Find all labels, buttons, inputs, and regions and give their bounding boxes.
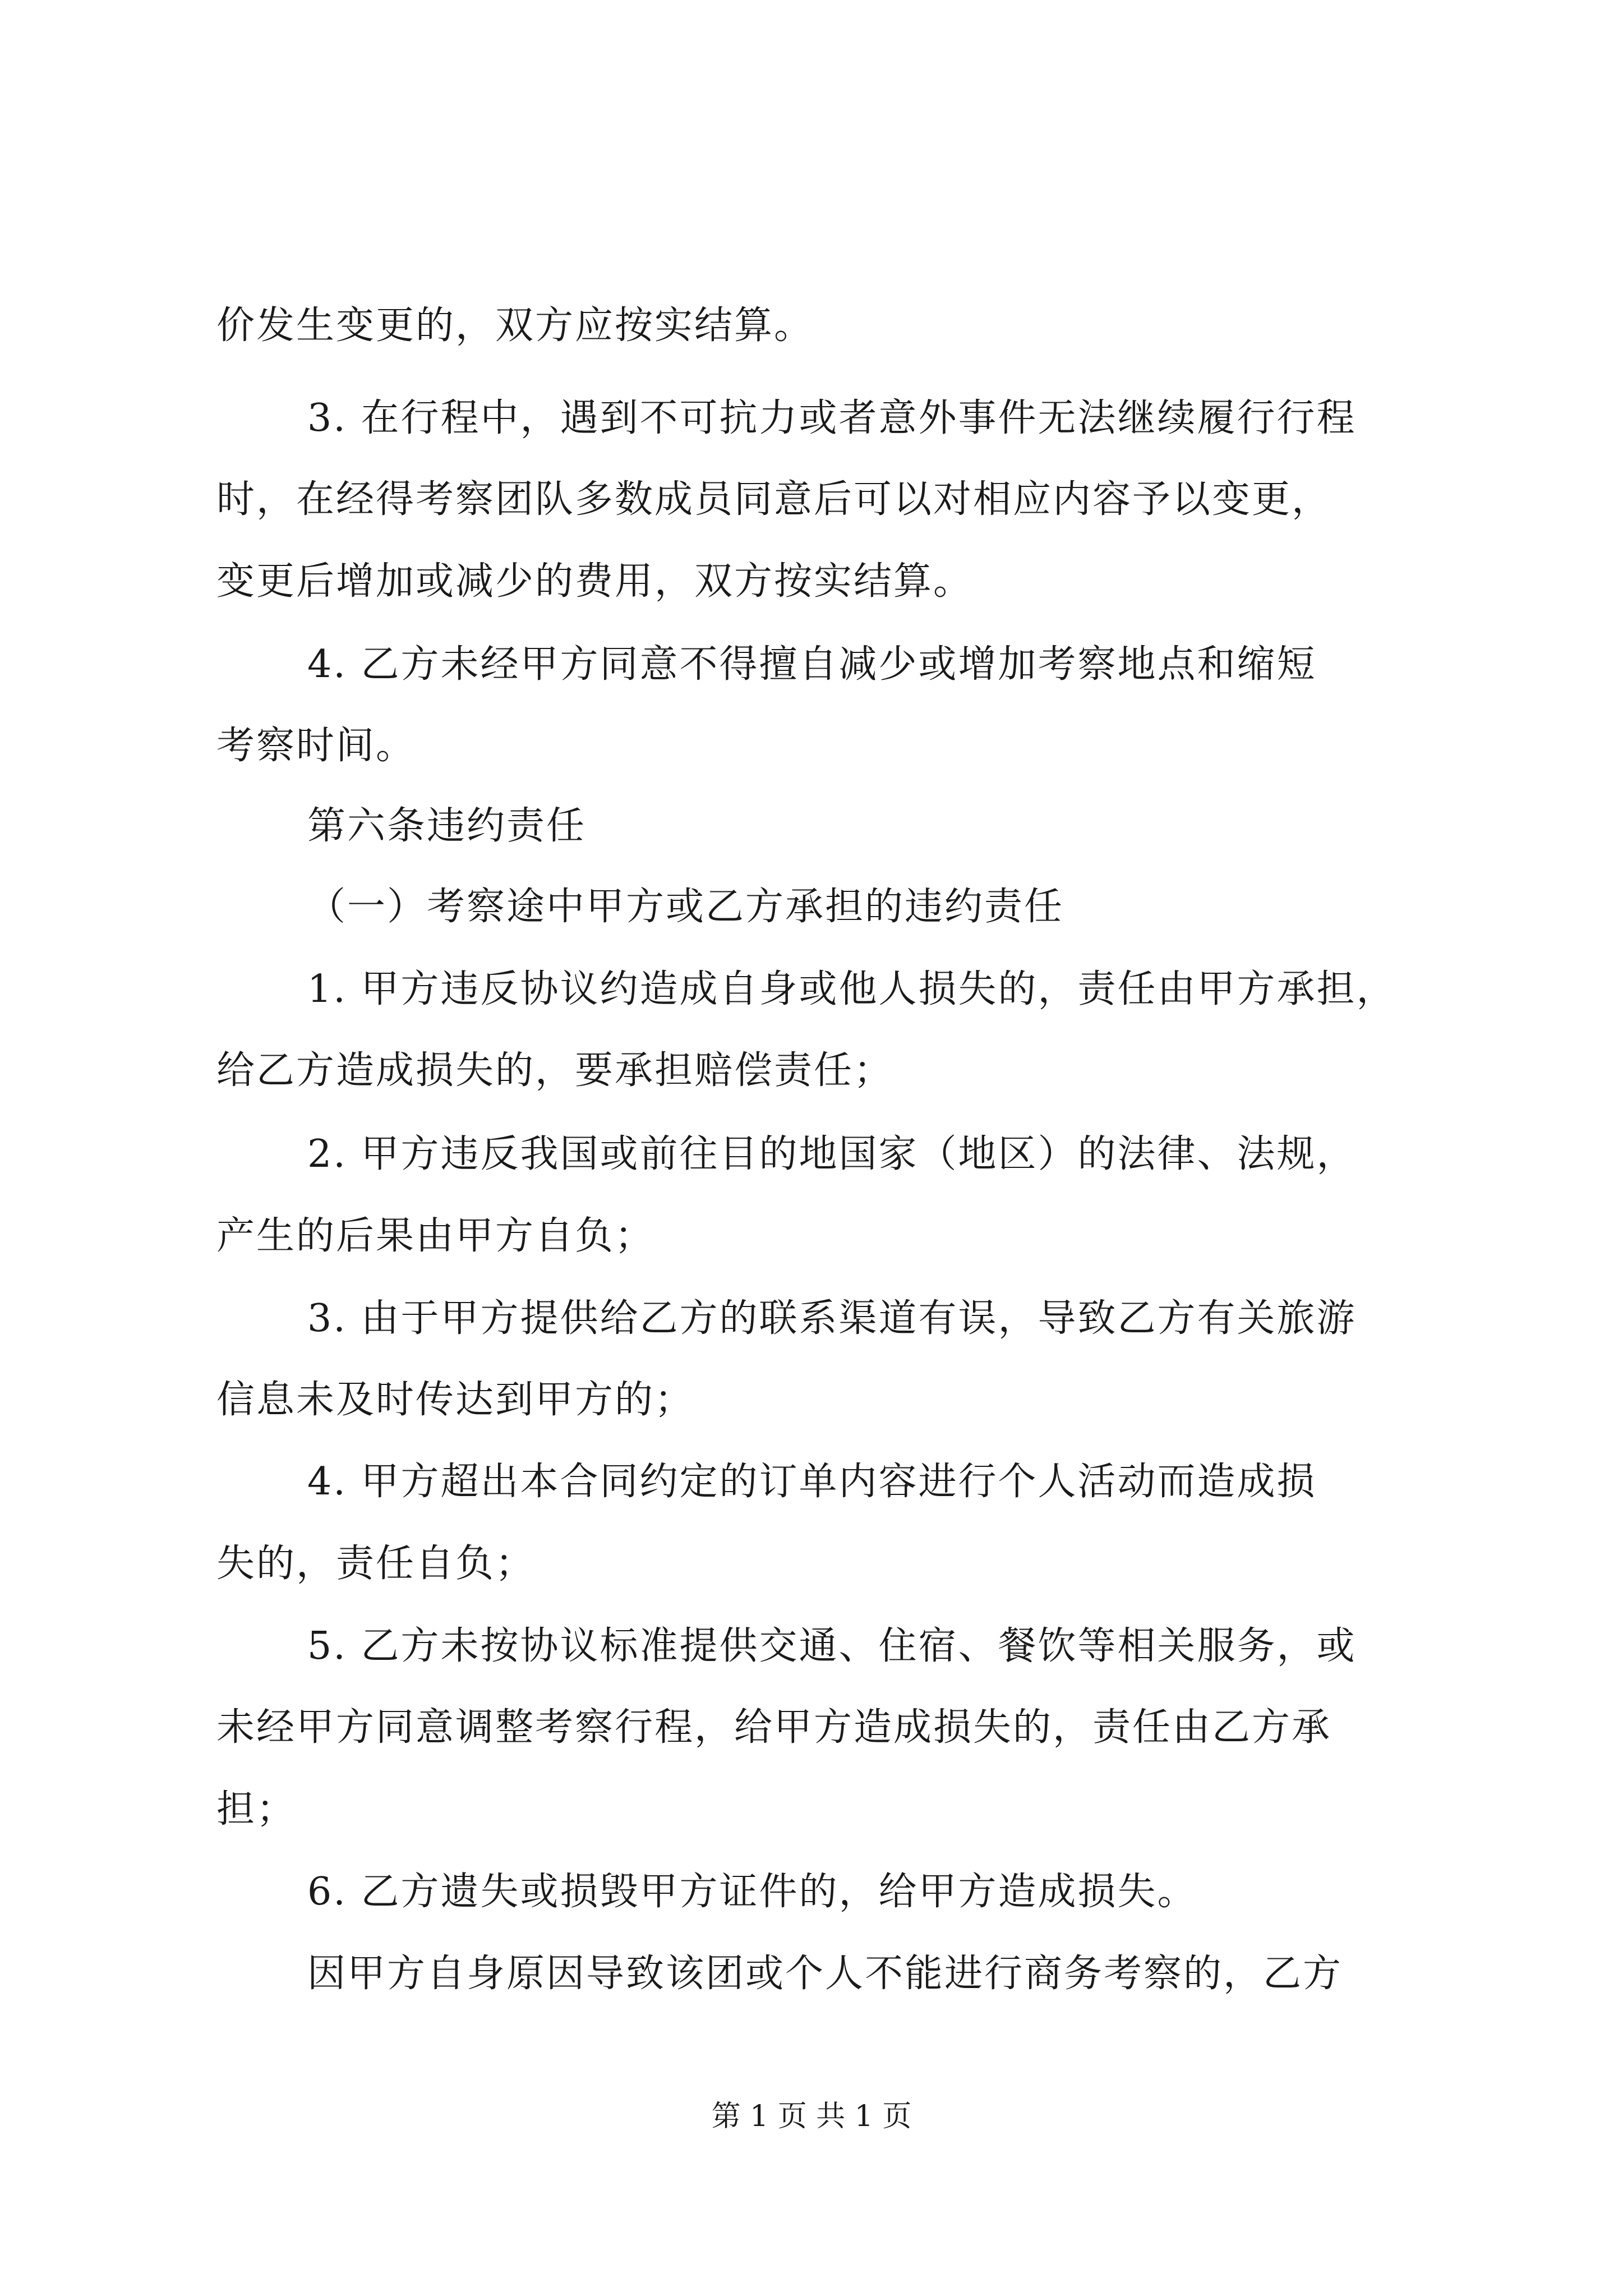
page-footer: 第 1 页 共 1 页 [711,2100,912,2133]
subsection-heading: （一）考察途中甲方或乙方承担的违约责任 [307,885,1064,929]
text-line-20: 6. 乙方遗失或损毁甲方证件的，给甲方造成损失。 [307,1870,1197,1914]
text-line-13: 3. 由于甲方提供给乙方的联系渠道有误，导致乙方有关旅游 [307,1296,1357,1341]
section-heading: 第六条违约责任 [307,804,587,848]
text-line-5: 4. 乙方未经甲方同意不得擅自减少或增加考察地点和缩短 [307,642,1317,687]
text-line-10: 给乙方造成损失的，要承担赔偿责任； [216,1048,894,1093]
text-line-11: 2. 甲方违反我国或前往目的地国家（地区）的法律、法规， [307,1132,1357,1176]
text-line-14: 信息未及时传达到甲方的； [216,1378,695,1422]
text-line-1: 价发生变更的，双方应按实结算。 [216,303,814,348]
text-line-3: 时，在经得考察团队多数成员同意后可以对相应内容予以变更， [216,477,1332,522]
text-line-18: 未经甲方同意调整考察行程，给甲方造成损失的，责任由乙方承 [216,1705,1332,1750]
text-line-17: 5. 乙方未按协议标准提供交通、住宿、餐饮等相关服务，或 [307,1624,1357,1668]
text-line-19: 担； [216,1787,297,1832]
text-line-4: 变更后增加或减少的费用，双方按实结算。 [216,559,974,604]
text-line-16: 失的，责任自负； [216,1542,536,1586]
text-line-15: 4. 甲方超出本合同约定的订单内容进行个人活动而造成损 [307,1460,1317,1504]
text-line-21: 因甲方自身原因导致该团或个人不能进行商务考察的，乙方 [307,1952,1343,1996]
text-line-12: 产生的后果由甲方自负； [216,1214,655,1258]
text-line-2: 3. 在行程中，遇到不可抗力或者意外事件无法继续履行行程 [307,396,1357,440]
text-line-9: 1. 甲方违反协议约造成自身或他人损失的，责任由甲方承担， [307,967,1396,1011]
text-line-6: 考察时间。 [216,724,416,768]
